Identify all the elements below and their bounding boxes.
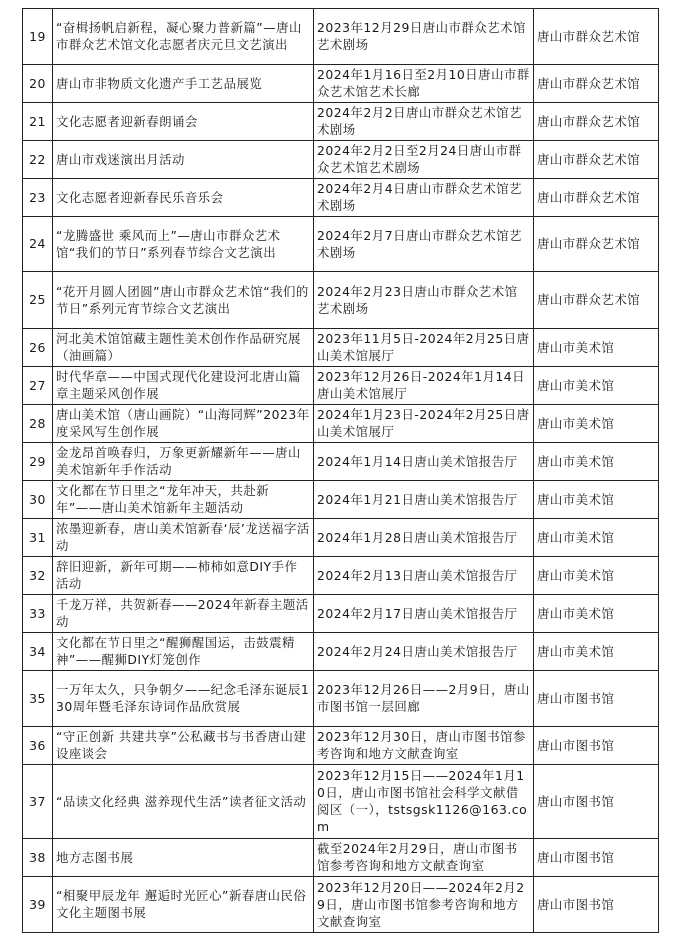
- event-time-place: 2023年12月26日——2月9日，唐山市图书馆一层回廊: [314, 671, 534, 727]
- events-table-body: [23, 9, 659, 933]
- event-organizer: 唐山市美术馆: [534, 557, 659, 595]
- row-number: 34: [23, 633, 53, 671]
- event-organizer: 唐山市群众艺术馆: [534, 272, 659, 329]
- event-organizer: 唐山市美术馆: [534, 443, 659, 481]
- event-name: 时代华章——中国式现代化建设河北唐山篇章主题采风创作展: [53, 367, 314, 405]
- event-name: “花开月圆人团圆”唐山市群众艺术馆“我们的节日”系列元宵节综合文艺演出: [53, 272, 314, 329]
- table-row: [23, 9, 659, 65]
- table-row: [23, 481, 659, 519]
- event-time-place: 2023年12月30日，唐山市图书馆参考咨询和地方文献查询室: [314, 727, 534, 765]
- event-time-place: 2024年2月7日唐山市群众艺术馆艺术剧场: [314, 217, 534, 272]
- event-time-place: 2024年1月28日唐山美术馆报告厅: [314, 519, 534, 557]
- row-number: 38: [23, 839, 53, 877]
- event-time-place: 截至2024年2月29日，唐山市图书馆参考咨询和地方文献查询室: [314, 839, 534, 877]
- table-row: [23, 443, 659, 481]
- table-row: [23, 519, 659, 557]
- event-organizer: 唐山市美术馆: [534, 405, 659, 443]
- event-organizer: 唐山市美术馆: [534, 595, 659, 633]
- event-organizer: 唐山市群众艺术馆: [534, 217, 659, 272]
- table-row: [23, 557, 659, 595]
- event-name: 一万年太久，只争朝夕——纪念毛泽东诞辰130周年暨毛泽东诗词作品欣赏展: [53, 671, 314, 727]
- table-row: [23, 765, 659, 839]
- event-organizer: 唐山市美术馆: [534, 519, 659, 557]
- row-number: 31: [23, 519, 53, 557]
- event-organizer: 唐山市图书馆: [534, 765, 659, 839]
- event-time-place: 2024年1月14日唐山美术馆报告厅: [314, 443, 534, 481]
- event-time-place: 2024年2月24日唐山美术馆报告厅: [314, 633, 534, 671]
- row-number: 21: [23, 103, 53, 141]
- table-row: [23, 272, 659, 329]
- row-number: 30: [23, 481, 53, 519]
- event-organizer: 唐山市群众艺术馆: [534, 65, 659, 103]
- event-name: 唐山美术馆（唐山画院）“山海同辉”2023年度采风写生创作展: [53, 405, 314, 443]
- event-time-place: 2023年12月29日唐山市群众艺术馆艺术剧场: [314, 9, 534, 65]
- table-row: [23, 633, 659, 671]
- table-row: [23, 595, 659, 633]
- event-name: 文化都在节日里之“醒狮醒国运，击鼓震精神”——醒狮DIY灯笼创作: [53, 633, 314, 671]
- row-number: 37: [23, 765, 53, 839]
- row-number: 23: [23, 179, 53, 217]
- row-number: 35: [23, 671, 53, 727]
- event-name: “奋楫扬帆启新程，凝心聚力普新篇”—唐山市群众艺术馆文化志愿者庆元旦文艺演出: [53, 9, 314, 65]
- table-row: [23, 179, 659, 217]
- row-number: 36: [23, 727, 53, 765]
- event-time-place: 2024年2月13日唐山美术馆报告厅: [314, 557, 534, 595]
- row-number: 27: [23, 367, 53, 405]
- row-number: 20: [23, 65, 53, 103]
- table-row: [23, 839, 659, 877]
- table-row: [23, 671, 659, 727]
- event-time-place: 2023年12月26日-2024年1月14日唐山美术馆展厅: [314, 367, 534, 405]
- table-row: [23, 65, 659, 103]
- event-organizer: 唐山市美术馆: [534, 633, 659, 671]
- table-row: [23, 329, 659, 367]
- event-organizer: 唐山市群众艺术馆: [534, 103, 659, 141]
- row-number: 26: [23, 329, 53, 367]
- event-name: “龙腾盛世 乘风而上”—唐山市群众艺术馆“我们的节日”系列春节综合文艺演出: [53, 217, 314, 272]
- event-name: “守正创新 共建共享”公私藏书与书香唐山建设座谈会: [53, 727, 314, 765]
- event-organizer: 唐山市图书馆: [534, 727, 659, 765]
- row-number: 39: [23, 877, 53, 933]
- table-row: [23, 405, 659, 443]
- event-time-place: 2023年12月15日——2024年1月10日，唐山市图书馆社会科学文献借阅区（一），tstsgsk1126@163.com: [314, 765, 534, 839]
- row-number: 25: [23, 272, 53, 329]
- row-number: 29: [23, 443, 53, 481]
- row-number: 22: [23, 141, 53, 179]
- event-time-place: 2024年2月2日至2月24日唐山市群众艺术馆艺术剧场: [314, 141, 534, 179]
- row-number: 24: [23, 217, 53, 272]
- event-name: 唐山市戏迷演出月活动: [53, 141, 314, 179]
- table-row: [23, 367, 659, 405]
- event-organizer: 唐山市美术馆: [534, 329, 659, 367]
- event-organizer: 唐山市群众艺术馆: [534, 9, 659, 65]
- row-number: 32: [23, 557, 53, 595]
- event-name: 文化志愿者迎新春朗诵会: [53, 103, 314, 141]
- event-organizer: 唐山市图书馆: [534, 839, 659, 877]
- event-name: 文化志愿者迎新春民乐音乐会: [53, 179, 314, 217]
- event-time-place: 2024年1月23日-2024年2月25日唐山美术馆展厅: [314, 405, 534, 443]
- table-row: [23, 217, 659, 272]
- event-name: 唐山市非物质文化遗产手工艺品展览: [53, 65, 314, 103]
- event-organizer: 唐山市美术馆: [534, 481, 659, 519]
- row-number: 33: [23, 595, 53, 633]
- event-time-place: 2024年2月4日唐山市群众艺术馆艺术剧场: [314, 179, 534, 217]
- table-row: [23, 877, 659, 933]
- table-row: [23, 727, 659, 765]
- events-table: [22, 8, 659, 933]
- event-name: 文化都在节日里之“龙年冲天，共赴新年”——唐山美术馆新年主题活动: [53, 481, 314, 519]
- event-organizer: 唐山市群众艺术馆: [534, 141, 659, 179]
- event-name: 千龙万祥，共贺新春——2024年新春主题活动: [53, 595, 314, 633]
- event-time-place: 2024年2月17日唐山美术馆报告厅: [314, 595, 534, 633]
- event-name: 河北美术馆馆藏主题性美术创作作品研究展（油画篇）: [53, 329, 314, 367]
- event-time-place: 2024年1月21日唐山美术馆报告厅: [314, 481, 534, 519]
- event-time-place: 2024年2月2日唐山市群众艺术馆艺术剧场: [314, 103, 534, 141]
- event-name: 地方志图书展: [53, 839, 314, 877]
- event-time-place: 2024年1月16日至2月10日唐山市群众艺术馆艺术长廊: [314, 65, 534, 103]
- row-number: 19: [23, 9, 53, 65]
- event-name: 金龙昂首唤春归，万象更新耀新年——唐山美术馆新年手作活动: [53, 443, 314, 481]
- event-name: 浓墨迎新春，唐山美术馆新春‘辰’龙送福字活动: [53, 519, 314, 557]
- event-organizer: 唐山市美术馆: [534, 367, 659, 405]
- event-time-place: 2023年11月5日-2024年2月25日唐山美术馆展厅: [314, 329, 534, 367]
- event-organizer: 唐山市图书馆: [534, 877, 659, 933]
- event-organizer: 唐山市群众艺术馆: [534, 179, 659, 217]
- table-row: [23, 141, 659, 179]
- event-organizer: 唐山市图书馆: [534, 671, 659, 727]
- event-time-place: 2023年12月20日——2024年2月29日，唐山市图书馆参考咨询和地方文献查询室: [314, 877, 534, 933]
- table-row: [23, 103, 659, 141]
- event-name: 辞旧迎新，新年可期——柿柿如意DIY手作活动: [53, 557, 314, 595]
- event-name: “品读文化经典 滋养现代生活”读者征文活动: [53, 765, 314, 839]
- event-time-place: 2024年2月23日唐山市群众艺术馆艺术剧场: [314, 272, 534, 329]
- row-number: 28: [23, 405, 53, 443]
- event-name: “相聚甲辰龙年 邂逅时光匠心”新春唐山民俗文化主题图书展: [53, 877, 314, 933]
